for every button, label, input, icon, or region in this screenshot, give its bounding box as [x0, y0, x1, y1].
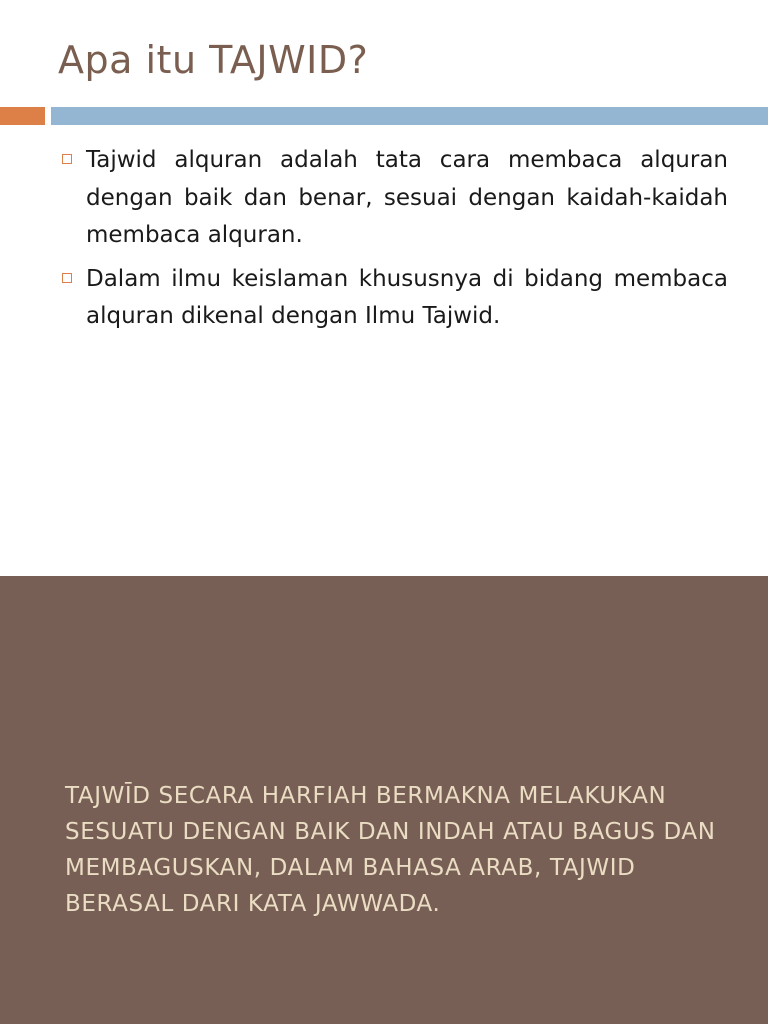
bullet-text: Tajwid alquran adalah tata cara membaca alquran dengan baik dan benar, sesuai dengan kaidah-kaidah membaca alquran.	[86, 147, 728, 248]
definition-text: TAJWĪD SECARA HARFIAH BERMAKNA MELAKUKAN SESUATU DENGAN BAIK DAN INDAH ATAU BAGUS DAN MEMBAGUSKAN, DALAM BAHASA ARAB, TAJWID BERASAL DARI KATA JAWWADA.	[65, 783, 716, 917]
bullet-item	[62, 142, 728, 255]
slide-title: Apa itu TAJWID?	[58, 38, 369, 82]
square-bullet-icon	[62, 154, 72, 164]
title-accent-bar	[0, 107, 45, 125]
square-bullet-icon	[62, 273, 72, 283]
bullet-item	[62, 261, 728, 336]
bullet-list	[62, 142, 728, 342]
title-divider-bar	[51, 107, 768, 125]
bullet-text: Dalam ilmu keislaman khususnya di bidang membaca alquran dikenal dengan Ilmu Tajwid.	[86, 265, 728, 329]
slide-2	[0, 576, 768, 1024]
